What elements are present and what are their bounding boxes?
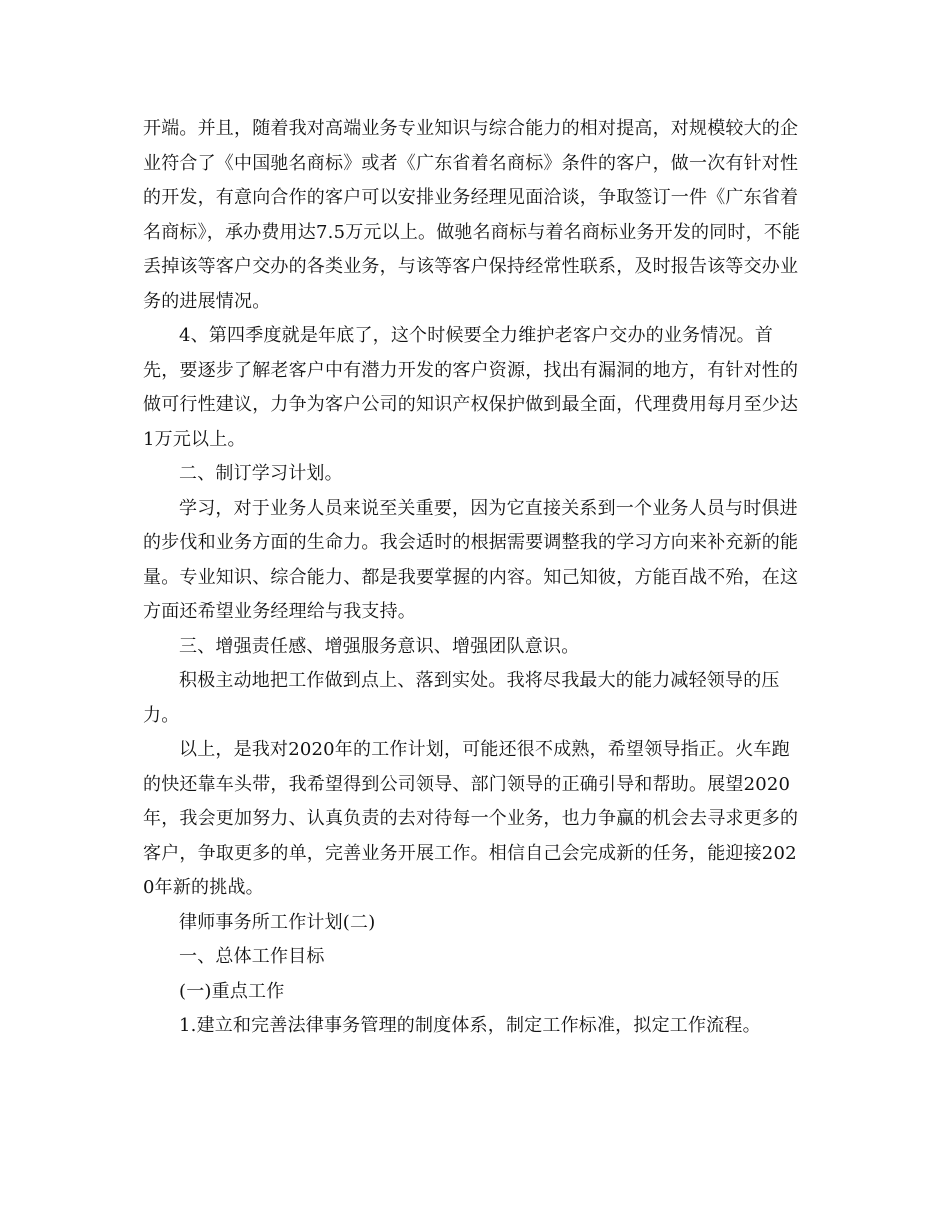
document-body [143,112,807,1044]
document-title-law-firm-plan: 律师事务所工作计划(二) [179,911,376,933]
paragraph-summary: 以上，是我对2020年的工作计划，可能还很不成熟，希望领导指正。火车跑的快还靠车头带，我希望得到公司领导、部门领导的正确引导和帮助。展望2020年，我会更加努力、认真负责的去对待每一个业务，也力争赢的机会去寻求更多的客户，争取更多的单，完善业务开展工作。相信自己会完成新的任务，能迎接2020年新的挑战。 [143,739,799,898]
section-heading-overall-goal: 一、总体工作目标 [179,946,325,967]
section-heading-responsibility: 三、增强责任感、增强服务意识、增强团队意识。 [179,635,580,657]
paragraph-continuation: 开端。并且，随着我对高端业务专业知识与综合能力的相对提高，对规模较大的企业符合了《中国驰名商标》或者《广东省着名商标》条件的客户，做一次有针对性的开发，有意向合作的客户可以安排业务经理见面洽谈，争取签订一件《广东省着名商标》，承办费用达7.5万元以上。做驰名商标与着名商标业务开发的同时，不能丢掉该等客户交办的各类业务，与该等客户保持经常性联系，及时报告该等交办业务的进展情况。 [143,118,801,312]
subsection-heading-key-work: (一)重点工作 [179,980,285,1002]
list-item-1: 1.建立和完善法律事务管理的制度体系，制定工作标准，拟定工作流程。 [179,1015,761,1036]
paragraph-study: 学习，对于业务人员来说至关重要，因为它直接关系到一个业务人员与时俱进的步伐和业务方面的生命力。我会适时的根据需要调整我的学习方向来补充新的能量。专业知识、综合能力、都是我要掌握的内容。知己知彼，方能百战不殆，在这方面还希望业务经理给与我支持。 [143,497,799,622]
section-heading-study-plan: 二、制订学习计划。 [179,463,343,484]
paragraph-q4-plan: 4、第四季度就是年底了，这个时候要全力维护老客户交办的业务情况。首先，要逐步了解老客户中有潜力开发的客户资源，找出有漏洞的地方，有针对性的做可行性建议，力争为客户公司的知识产权保护做到最全面，代理费用每月至少达1万元以上。 [143,325,799,450]
paragraph-proactive: 积极主动地把工作做到点上、落到实处。我将尽我最大的能力减轻领导的压力。 [143,670,780,726]
